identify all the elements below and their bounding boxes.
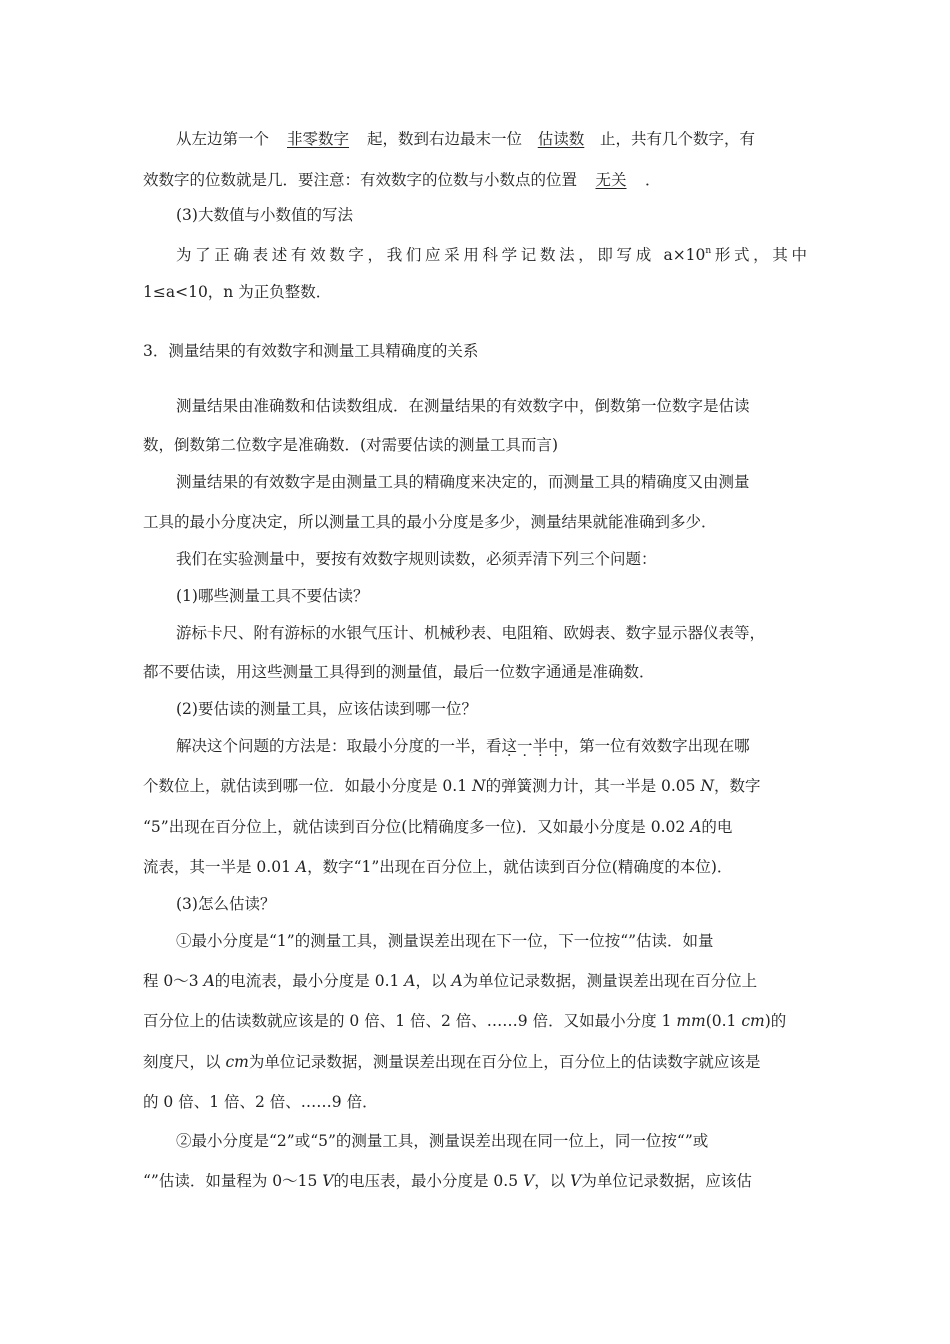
paragraph-sig-digit-rule: 从左边第一个 非零数字 起，数到右边最末一位 估读数 止，共有几个数字，有 <box>176 130 756 148</box>
paragraph-case-2: ②最小分度是“2”或“5”的测量工具，测量误差出现在同一位上，同一位按“”或 <box>176 1132 709 1150</box>
subheading-large-small-values: (3)大数值与小数值的写法 <box>176 206 353 224</box>
blank-estimated-digit: 估读数 <box>537 130 585 148</box>
paragraph-scientific-notation-cont: 1≤a<10，n 为正负整数． <box>143 283 332 301</box>
paragraph-case-1-cont-3: 刻度尺，以 cm为单位记录数据，测量误差出现在百分位上，百分位上的估读数字就应该是 <box>143 1053 761 1071</box>
paragraph-case-1-cont-1: 程 0～3 A的电流表，最小分度是 0.1 A，以 A为单位记录数据，测量误差出现在百分位上 <box>143 972 758 990</box>
question-2: (2)要估读的测量工具，应该估读到哪一位？ <box>176 700 477 718</box>
paragraph-result-composition: 测量结果由准确数和估读数组成．在测量结果的有效数字中，倒数第一位数字是估读 <box>176 397 750 415</box>
section-heading-3: 3．测量结果的有效数字和测量工具精确度的关系 <box>143 342 479 360</box>
paragraph-precision-cont: 工具的最小分度决定，所以测量工具的最小分度是多少，测量结果就能准确到多少． <box>143 513 717 531</box>
blank-nonzero-digit: 非零数字 <box>287 130 350 148</box>
paragraph-three-questions: 我们在实验测量中，要按有效数字规则读数，必须弄清下列三个问题： <box>176 550 657 568</box>
paragraph-half-division-cont-2: “5”出现在百分位上，就估读到百分位(比精确度多一位)．又如最小分度是 0.02 A的电 <box>143 818 733 836</box>
paragraph-precision: 测量结果的有效数字是由测量工具的精确度来决定的，而测量工具的精确度又由测量 <box>176 473 750 491</box>
paragraph-no-estimate-tools-cont: 都不要估读，用这些测量工具得到的测量值，最后一位数字通通是准确数． <box>143 663 655 681</box>
emphasis-dot-char: 中 <box>548 737 564 755</box>
emphasis-dot-char: 一 <box>517 737 533 755</box>
paragraph-half-division-cont-3: 流表，其一半是 0.01 A，数字“1”出现在百分位上，就估读到百分位(精确度的本位)． <box>143 858 733 876</box>
paragraph-half-division: 解决这个问题的方法是：取最小分度的一半，看这一半中，第一位有效数字出现在哪 <box>176 737 750 755</box>
paragraph-case-1-cont-4: 的 0 倍、1 倍、2 倍、……9 倍． <box>143 1093 378 1111</box>
question-1: (1)哪些测量工具不要估读？ <box>176 587 369 605</box>
paragraph-result-composition-cont: 数，倒数第二位数字是准确数．(对需要估读的测量工具而言) <box>143 436 559 454</box>
emphasis-dot-char: 这 <box>501 737 518 755</box>
paragraph-case-1-cont-2: 百分位上的估读数就应该是的 0 倍、1 倍、2 倍、……9 倍．又如最小分度 1 mm(0.1 cm)的 <box>143 1012 787 1030</box>
paragraph-half-division-cont-1: 个数位上，就估读到哪一位．如最小分度是 0.1 N的弹簧测力计，其一半是 0.05 N，数字 <box>143 777 761 795</box>
blank-irrelevant: 无关 <box>595 171 627 189</box>
paragraph-scientific-notation: 为了正确表述有效数字，我们应采用科学记数法，即写成 $a\times 10^n$形式，其中 <box>176 246 807 264</box>
emphasis-dot-char: 半 <box>532 737 549 755</box>
paragraph-case-1: ①最小分度是“1”的测量工具，测量误差出现在下一位，下一位按“”估读．如量 <box>176 932 714 950</box>
question-3: (3)怎么估读？ <box>176 895 276 913</box>
paragraph-no-estimate-tools: 游标卡尺、附有游标的水银气压计、机械秒表、电阻箱、欧姆表、数字显示器仪表等， <box>176 624 766 642</box>
paragraph-sig-digit-rule-cont: 效数字的位数就是几．要注意：有效数字的位数与小数点的位置 无关 ． <box>143 171 661 189</box>
paragraph-case-2-cont: “”估读．如量程为 0～15 V的电压表，最小分度是 0.5 V，以 V为单位记录数据，应该估 <box>143 1172 752 1190</box>
